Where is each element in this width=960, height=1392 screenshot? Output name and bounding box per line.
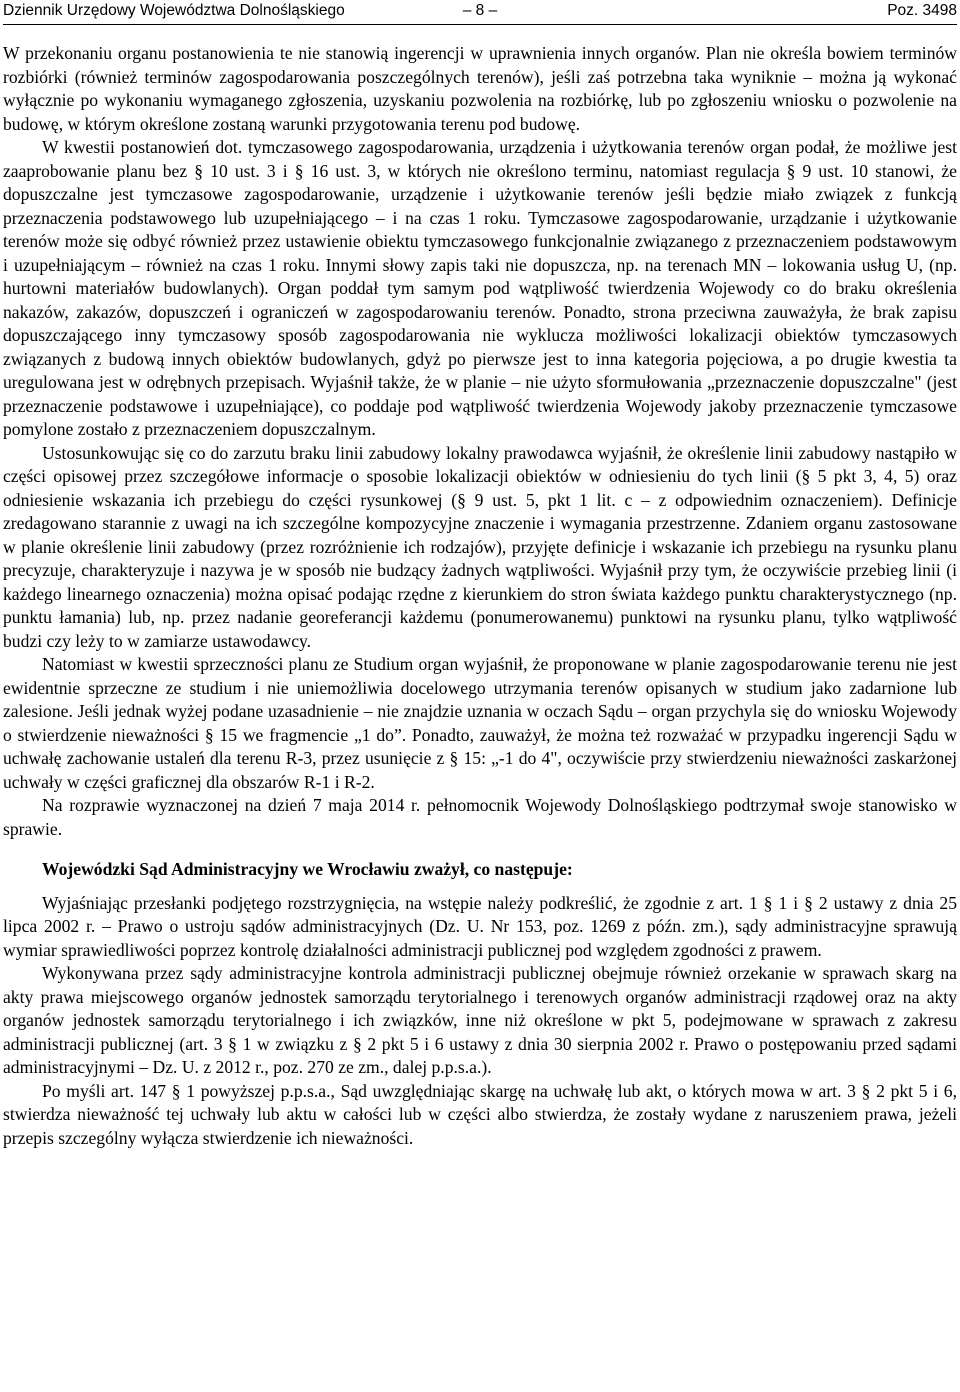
paragraph-2: W kwestii postanowień dot. tymczasowego zagospodarowania, urządzenia i użytkowania terenów organ podał, że możliwe jest zaaprobowanie planu bez § 10 ust. 3 i § 16 ust. 3, w których nie określono terminu, natomiast regulacja § 9 ust. 10 stanowi, że dopuszczalne jest tymczasowe zagospodarowanie, urządzenie i użytkowanie terenów jeśli będzie miało związek z funkcją przeznaczenia podstawowego lub uzupełniającego – i na czas 1 roku. Tymczasowe zagospodarowanie, urządzanie i użytkowanie terenów może się odbyć również przez ustawienie obiektu tymczasowego funkcjonalnie związanego z przeznaczeniem podstawowym i uzupełniającym – również na czas 1 roku. Innymi słowy zapis taki nie dopuszcza, np. na terenach MN – lokowania usług U, (np. hurtowni materiałów budowlanych). Organ poddał tym samym pod wątpliwość twierdzenia Wojewody co do braku określenia nakazów, zakazów, dopuszczeń i ograniczeń w zagospodarowaniu terenów. Ponadto, strona przeciwna zauważyła, że brak zapisu dopuszczającego inny tymczasowy sposób zagospodarowania nie wyklucza możliwości lokalizacji obiektów tymczasowych związanych z budową innych obiektów budowlanych, gdyż po pierwsze jest to inna kategoria pojęciowa, a po drugie kwestia ta uregulowana jest w odrębnych przepisach. Wyjaśnił także, że w planie – nie użyto sformułowania „przeznaczenie dopuszczalne" (jest przeznaczenie podstawowe i uzupełniające), co poddaje pod wątpliwość twierdzenia Wojewody jakoby przeznaczenie tymczasowe pomylone zostało z przeznaczeniem dopuszczalnym.	[3, 137, 957, 439]
page-number: – 8 –	[462, 2, 498, 19]
section-heading: Wojewódzki Sąd Administracyjny we Wrocławiu zważył, co następuje:	[42, 859, 573, 879]
paragraph-4: Natomiast w kwestii sprzeczności planu ze Studium organ wyjaśnił, że proponowane w planie zagospodarowanie terenu nie jest ewidentnie sprzeczne ze studium i nie uniemożliwia docelowego utrzymania terenów opisanych w studium jako zadarnione lub zalesione. Jeśli jednak wyżej podane uzasadnienie – nie znajdzie uznania w oczach Sądu – organ przychyla się do wniosku Wojewody o stwierdzenie nieważności § 15 we fragmencie „1 do”. Ponadto, zauważył, że można też rozważać w przypadku ingerencji Sądu w uchwałę zachowanie ustaleń dla terenu R-3, przez usunięcie z § 15: „-1 do 4", oczywiście przy stwierdzeniu nieważności zaskarżonej uchwały w części graficznej dla obszarów R-1 i R-2.	[3, 654, 957, 792]
journal-title: Dziennik Urzędowy Województwa Dolnośląskiego	[3, 2, 345, 19]
paragraph-7: Wykonywana przez sądy administracyjne kontrola administracji publicznej obejmuje również orzekanie w sprawach skarg na akty prawa miejscowego organów jednostek samorządu terytorialnego i terenowych organów administracji rządowej oraz na akty organów jednostek samorządu terytorialnego i ich związków, inne niż określone w pkt 5, podejmowane w sprawach z zakresu administracji publicznej (art. 3 § 1 w związku z § 2 pkt 5 i 6 ustawy z dnia 30 sierpnia 2002 r. Prawo o postępowaniu przed sądami administracyjnymi – Dz. U. z 2012 r., poz. 270 ze zm., dalej p.p.s.a.).	[3, 963, 957, 1077]
document-body	[3, 42, 957, 1150]
paragraph-3: Ustosunkowując się co do zarzutu braku linii zabudowy lokalny prawodawca wyjaśnił, że określenie linii zabudowy nastąpiło w części opisowej przez szczegółowe informacje o sposobie lokalizacji obiektów w odniesieniu do tych linii (§ 5 pkt 3, 4, 5) oraz odniesienie wskazania ich przebiegu do części rysunkowej (§ 9 ust. 5, pkt 1 lit. c – z odpowiednim oznaczeniem). Definicje zredagowano starannie z uwagi na ich szczególne kompozycyjne znaczenie i wymagania przestrzenne. Zdaniem organu zastosowane w planie określenie linii zabudowy (przez rozróżnienie ich rodzajów), przyjęte definicje i wskazanie ich przebiegu na rysunku planu precyzuje, charakteryzuje i nazywa je w sposób nie budzący żadnych wątpliwości. Wyjaśnił przy tym, że oczywiście przebieg linii (i każdego linearnego oznaczenia) można opisać podając rzędne z kierunkiem do stron świata każdego punktu charakterystycznego (np. punktu łamania) lub, np. przez nadanie georeferancji każdemu (ponumerowanemu) punktowi na rysunku planu, tylko wątpliwość budzi czy leży to w zamiarze ustawodawcy.	[3, 442, 957, 651]
page-header	[3, 0, 957, 22]
paragraph-1: W przekonaniu organu postanowienia te nie stanowią ingerencji w uprawnienia innych organów. Plan nie określa bowiem terminów rozbiórki (również terminów zagospodarowania poszczególnych terenów), jeśli zaś potrzebna taka wyniknie – można ją wykonać wyłącznie po wykonaniu wymaganego zgłoszenia, uzyskaniu pozwolenia na rozbiórkę, lub po zgłoszeniu wniosku o pozwolenie na budowę, w którym określone zostaną warunki przygotowania terenu pod budowę.	[3, 43, 957, 134]
paragraph-5: Na rozprawie wyznaczonej na dzień 7 maja 2014 r. pełnomocnik Wojewody Dolnośląskiego podtrzymał swoje stanowisko w sprawie.	[3, 795, 957, 839]
header-rule	[3, 24, 957, 25]
paragraph-8: Po myśli art. 147 § 1 powyższej p.p.s.a., Sąd uwzględniając skargę na uchwałę lub akt, o których mowa w art. 3 § 2 pkt 5 i 6, stwierdza nieważność tej uchwały lub aktu w całości lub w części albo stwierdza, że zostały wydane z naruszeniem prawa, jeżeli przepis szczególny wyłącza stwierdzenie ich nieważności.	[3, 1080, 957, 1148]
position-number: Poz. 3498	[887, 2, 957, 19]
paragraph-6: Wyjaśniając przesłanki podjętego rozstrzygnięcia, na wstępie należy podkreślić, że zgodnie z art. 1 § 1 i § 2 ustawy z dnia 25 lipca 2002 r. – Prawo o ustroju sądów administracyjnych (Dz. U. Nr 153, poz. 1269 z późn. zm.), sądy administracyjne sprawują wymiar sprawiedliwości poprzez kontrolę działalności administracji publicznej pod względem zgodności z prawem.	[3, 892, 957, 960]
